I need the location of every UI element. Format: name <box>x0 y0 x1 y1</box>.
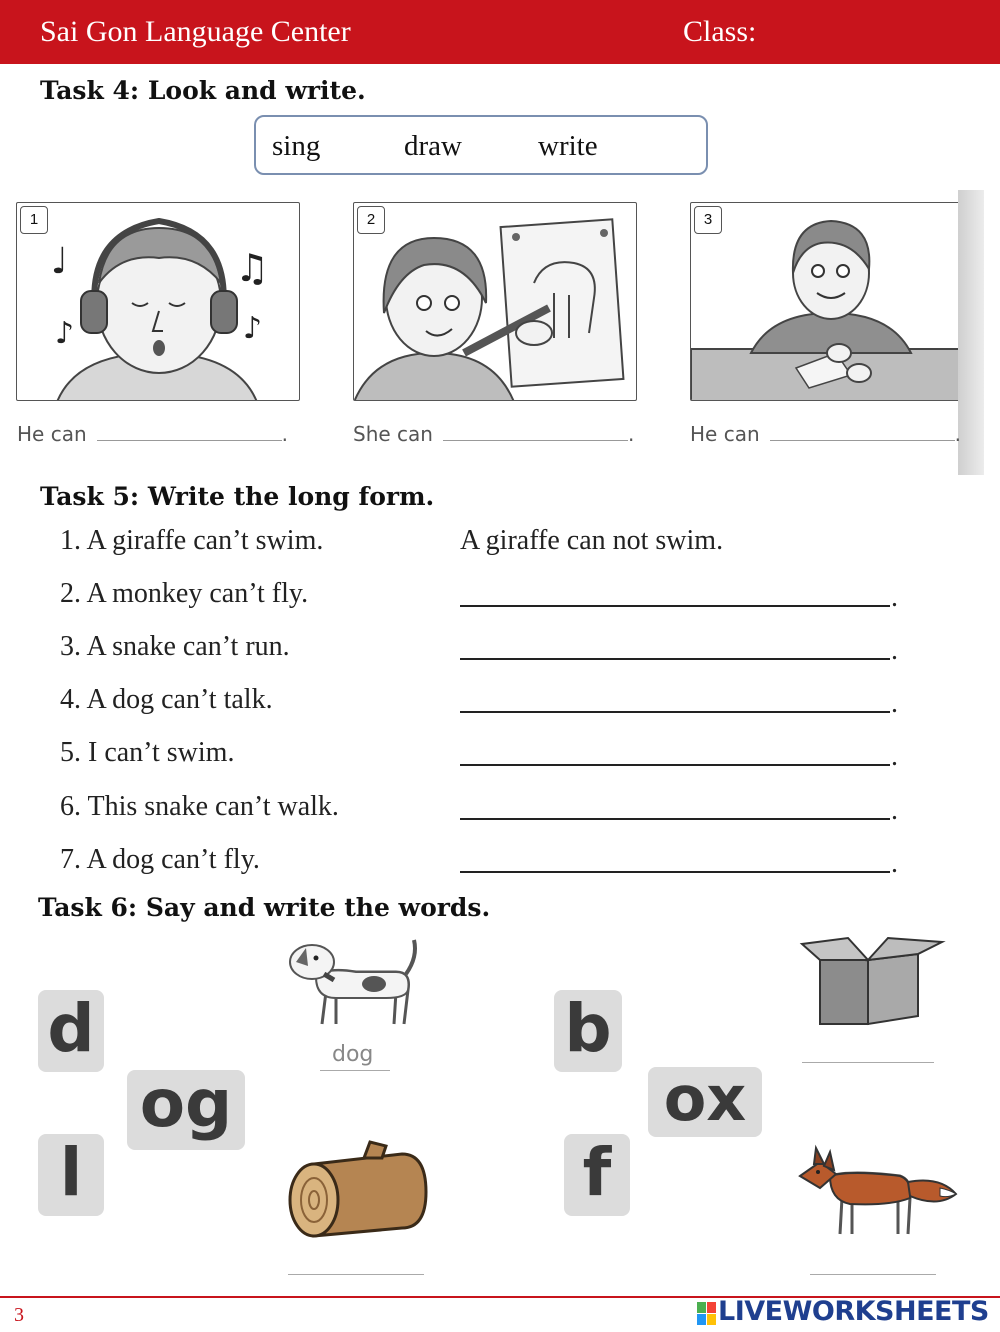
picture-3 <box>690 202 974 401</box>
header-bar <box>0 0 1000 64</box>
answer-blank-7[interactable] <box>460 871 890 873</box>
caption-3-end: . <box>954 422 961 446</box>
sentence-2: 2. A monkey can’t fly. <box>60 578 309 609</box>
task6-title: Task 6: Say and write the words. <box>38 893 491 922</box>
class-label: Class: <box>683 15 757 48</box>
liveworksheets-logo-icon <box>697 1302 717 1326</box>
caption-3-text: He can <box>690 422 760 446</box>
tile-b: b <box>554 990 622 1072</box>
center-name: Sai Gon Language Center <box>40 15 351 48</box>
answer-end-6: . <box>891 795 898 826</box>
task5-title: Task 5: Write the long form. <box>40 482 435 511</box>
write-line-box[interactable] <box>802 1062 934 1063</box>
girl-drawing-illustration <box>354 203 637 401</box>
write-line-fox[interactable] <box>810 1274 936 1275</box>
caption-1-end: . <box>281 422 288 446</box>
caption-2-end: . <box>627 422 635 446</box>
caption-1-blank[interactable] <box>97 422 282 441</box>
word-box <box>254 115 708 175</box>
write-line-dog[interactable] <box>320 1070 390 1071</box>
sentence-3: 3. A snake can’t run. <box>60 631 290 662</box>
answer-1: A giraffe can not swim. <box>460 525 724 556</box>
tile-ox: ox <box>648 1067 762 1137</box>
answer-blank-5[interactable] <box>460 764 890 766</box>
sentence-5: 5. I can’t swim. <box>60 737 235 768</box>
dog-icon <box>286 932 426 1030</box>
caption-2 <box>353 422 634 446</box>
word-draw: draw <box>404 130 462 162</box>
answer-end-3: . <box>891 635 898 666</box>
log-icon <box>284 1136 434 1240</box>
picture-1 <box>16 202 300 401</box>
page-edge-shadow <box>958 190 984 475</box>
answer-end-7: . <box>891 848 898 879</box>
write-line-log[interactable] <box>288 1274 424 1275</box>
word-write: write <box>538 130 598 162</box>
box-icon <box>796 932 946 1028</box>
answer-blank-4[interactable] <box>460 711 890 713</box>
boy-headphones-illustration <box>17 203 300 401</box>
caption-2-text: She can <box>353 422 433 446</box>
boy-writing-illustration <box>691 203 974 401</box>
caption-3 <box>690 422 961 446</box>
example-word-dog: dog <box>332 1042 374 1067</box>
word-sing: sing <box>272 130 321 162</box>
caption-2-blank[interactable] <box>443 422 628 441</box>
answer-blank-2[interactable] <box>460 605 890 607</box>
picture-number: 3 <box>694 206 722 234</box>
picture-number: 1 <box>20 206 48 234</box>
sentence-1: 1. A giraffe can’t swim. <box>60 525 324 556</box>
svg-text:♩: ♩ <box>51 241 68 282</box>
answer-blank-6[interactable] <box>460 818 890 820</box>
sentence-7: 7. A dog can’t fly. <box>60 844 260 875</box>
sentence-4: 4. A dog can’t talk. <box>60 684 273 715</box>
svg-text:♫: ♫ <box>235 246 270 290</box>
answer-blank-3[interactable] <box>460 658 890 660</box>
task4-title: Task 4: Look and write. <box>40 76 366 105</box>
tile-f: f <box>564 1134 630 1216</box>
fox-icon <box>790 1136 960 1242</box>
brand-name[interactable]: LIVEWORKSHEETS <box>718 1296 989 1327</box>
svg-text:♪: ♪ <box>55 316 75 351</box>
page-number: 3 <box>14 1304 24 1326</box>
sentence-6: 6. This snake can’t walk. <box>60 791 339 822</box>
caption-1 <box>17 422 288 446</box>
picture-2 <box>353 202 637 401</box>
tile-og: og <box>127 1070 245 1150</box>
svg-text:♪: ♪ <box>243 311 263 346</box>
caption-3-blank[interactable] <box>770 422 955 441</box>
task6-area <box>24 930 979 1290</box>
tile-l: l <box>38 1134 104 1216</box>
picture-number: 2 <box>357 206 385 234</box>
tile-d: d <box>38 990 104 1072</box>
answer-end-4: . <box>891 688 898 719</box>
answer-end-2: . <box>891 582 898 613</box>
answer-end-5: . <box>891 741 898 772</box>
caption-1-text: He can <box>17 422 87 446</box>
